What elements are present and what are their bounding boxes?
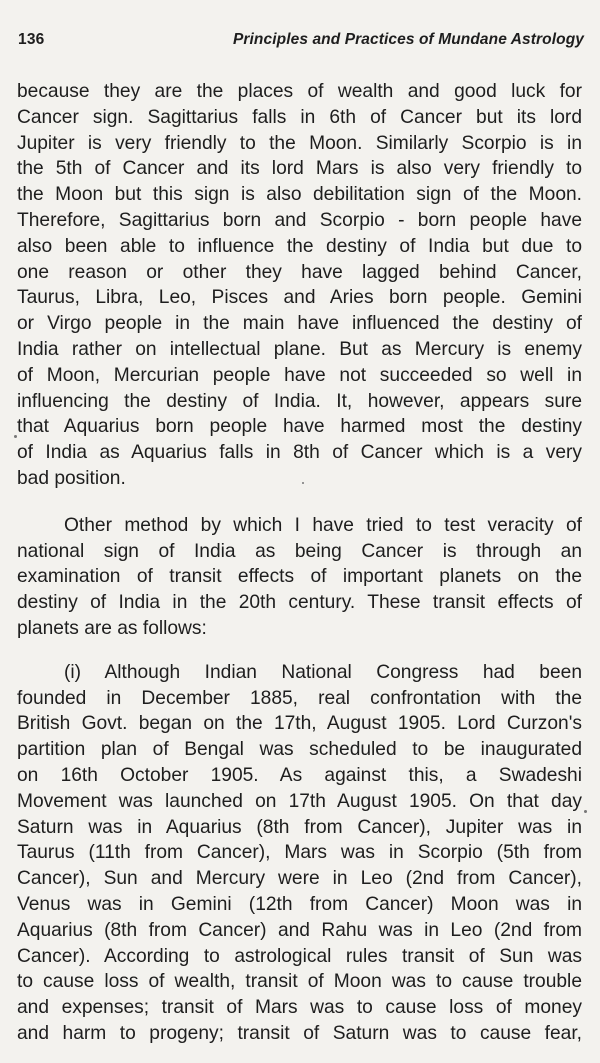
text-line: India rather on intellectual plane. But as Mercury is enemy — [17, 338, 582, 360]
text-line: Taurus (11th from Cancer), Mars was in Scorpio (5th from — [17, 842, 582, 864]
text-line: on 16th October 1905. As against this, a Swadeshi — [17, 764, 582, 786]
text-line: one reason or other they have lagged behind Cancer, — [17, 261, 582, 283]
text-line: and expenses; transit of Mars was to cause loss of money — [17, 997, 582, 1019]
page-number: 136 — [18, 31, 45, 48]
text-line: influencing the destiny of India. It, however, appears sure — [17, 390, 582, 412]
text-line: Cancer sign. Sagittarius falls in 6th of Cancer but its lord — [17, 106, 582, 128]
text-line: national sign of India as being Cancer is through an — [17, 540, 582, 562]
text-line: examination of transit effects of important planets on the — [17, 566, 582, 588]
text-line: Aquarius (8th from Cancer) and Rahu was in Leo (2nd from — [17, 919, 582, 941]
text-line: Saturn was in Aquarius (8th from Cancer), Jupiter was in — [17, 816, 582, 838]
text-line: also been able to influence the destiny of India but due to — [17, 235, 582, 257]
text-line: Venus was in Gemini (12th from Cancer) Moon was in — [17, 893, 582, 915]
text-line: (i) Although Indian National Congress had been — [64, 661, 582, 683]
text-line: destiny of India in the 20th century. These transit effects of — [17, 592, 582, 614]
print-speck — [14, 435, 17, 438]
text-line: partition plan of Bengal was scheduled to be inaugurated — [17, 739, 582, 761]
text-line: bad position. — [17, 467, 126, 489]
text-line: Jupiter is very friendly to the Moon. Similarly Scorpio is in — [17, 132, 582, 154]
text-line: and harm to progeny; transit of Saturn was to cause fear, — [17, 1022, 582, 1044]
print-speck — [584, 810, 587, 813]
text-line: Other method by which I have tried to test veracity of — [64, 514, 582, 536]
text-line: British Govt. began on the 17th, August 1905. Lord Curzon's — [17, 713, 582, 735]
paragraph-2 — [17, 513, 582, 642]
text-line: because they are the places of wealth and good luck for — [17, 81, 582, 102]
text-line: of India as Aquarius falls in 8th of Cancer which is a very — [17, 442, 582, 464]
text-line: of Moon, Mercurian people have not succeeded so well in — [17, 364, 582, 386]
page-header — [18, 31, 584, 57]
body-text — [17, 79, 582, 1047]
paragraph-spacer — [17, 492, 582, 513]
text-line: planets are as follows: — [17, 617, 207, 639]
text-line: Taurus, Libra, Leo, Pisces and Aries born people. Gemini — [17, 287, 582, 309]
text-line: founded in December 1885, real confrontation with the — [17, 687, 582, 709]
paragraph-spacer — [17, 642, 582, 660]
text-line: Movement was launched on 17th August 1905. On that day — [17, 790, 582, 812]
text-line: Cancer), Sun and Mercury were in Leo (2nd from Cancer), — [17, 868, 582, 890]
text-line: that Aquarius born people have harmed most the destiny — [17, 416, 582, 438]
text-line: Cancer). According to astrological rules transit of Sun was — [17, 945, 582, 967]
paragraph-3 — [17, 660, 582, 1047]
print-speck — [302, 482, 304, 484]
paragraph-1 — [17, 79, 582, 492]
text-line: Therefore, Sagittarius born and Scorpio - born people have — [17, 209, 582, 231]
text-line: to cause loss of wealth, transit of Moon was to cause trouble — [17, 971, 582, 993]
running-title: Principles and Practices of Mundane Astrology — [232, 31, 584, 48]
text-line: the Moon but this sign is also debilitation sign of the Moon. — [17, 184, 582, 206]
text-line: the 5th of Cancer and its lord Mars is also very friendly to — [17, 158, 582, 180]
text-line: or Virgo people in the main have influenced the destiny of — [17, 313, 582, 335]
